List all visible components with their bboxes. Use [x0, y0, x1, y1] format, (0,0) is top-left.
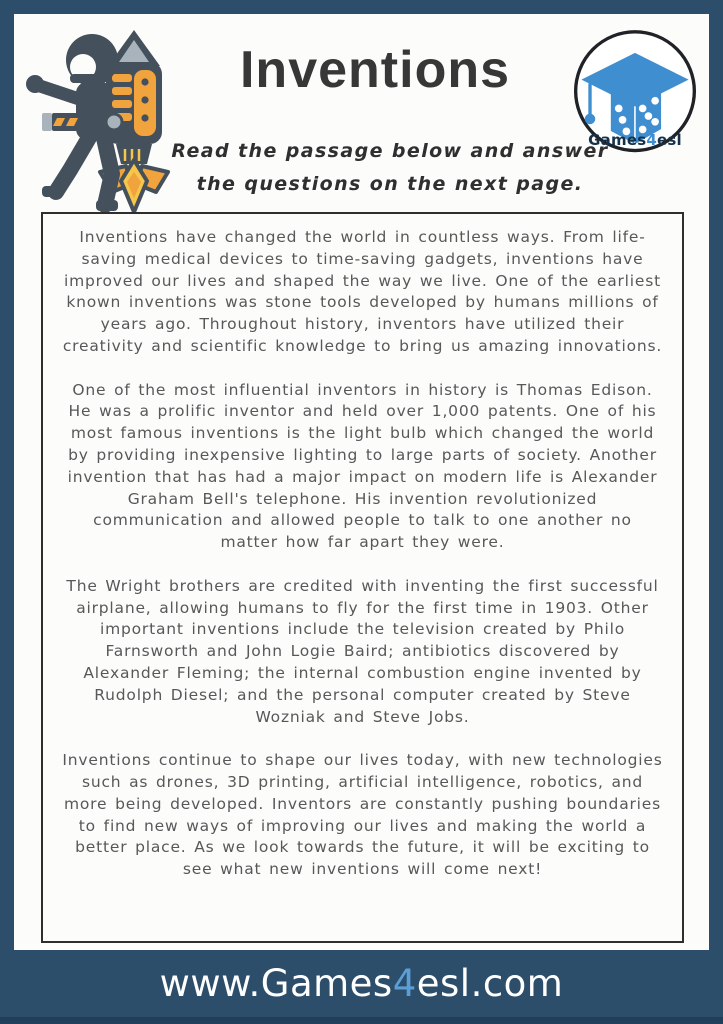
worksheet-page [14, 14, 709, 950]
footer-url-prefix: www.Games [159, 962, 393, 1005]
page-title: Inventions [239, 41, 511, 99]
passage-paragraph-1: Inventions have changed the world in countless ways. From life-saving medical devices to time-saving gadgets, inventions have improved our lives and shaped the way we live. One of the earliest known inventions was stone tools developed by humans millions of years ago. Throughout history, inventors have utilized their creativity and scientific knowledge to bring us amazing innovations. [62, 228, 663, 355]
footer-bar [0, 950, 723, 1017]
instructions-text: Read the passage below and answer the questions on the next page. [171, 140, 609, 196]
passage-paragraph-4: Inventions continue to shape our lives today, with new technologies such as drones, 3D printing, artificial intelligence, robotics, and more being developed. Inventors are constantly pushing boundaries to find new ways of improving our lives and making the world a better place. As we look towards the future, it will be exciting to see what new inventions will come next! [62, 751, 663, 879]
passage-box [41, 212, 684, 943]
logo-text-prefix: Games [588, 131, 647, 149]
footer-url-accent: 4 [392, 962, 417, 1005]
footer-url-suffix: esl.com [416, 962, 564, 1005]
passage-paragraph-3: The Wright brothers are credited with inventing the first successful airplane, allowing humans to fly for the first time in 1903. Other important inventions include the television created by Philo Farnsworth and John Logie Baird; antibiotics discovered by Alexander Fleming; the internal combustion engine invented by Rudolph Diesel; and the personal computer created by Steve Wozniak and Steve Jobs. [66, 576, 659, 726]
passage-paragraph-2: One of the most influential inventors in history is Thomas Edison. He was a prolific inventor and held over 1,000 patents. One of his most famous inventions is the light bulb which changed the world by providing inexpensive lighting to large parts of society. Another invention that has had a major impact on modern life is Alexander Graham Bell's telephone. His invention revolutionized communication and allowed people to talk to one another no matter how far apart they were. [67, 380, 658, 552]
bottom-edge-strip [0, 1017, 723, 1024]
logo-text-suffix: esl [656, 131, 682, 149]
logo-text-accent: 4 [646, 131, 657, 149]
footer-url [160, 962, 564, 1005]
